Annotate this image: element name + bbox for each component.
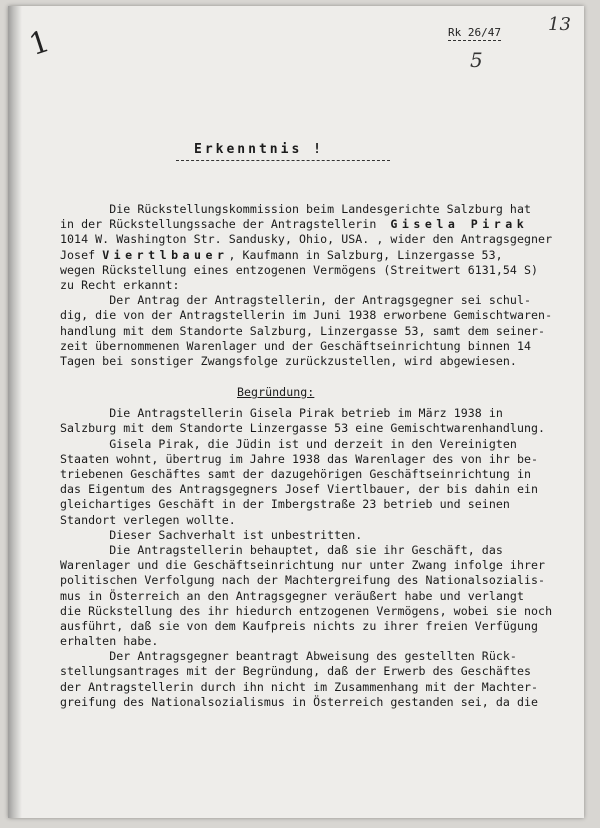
intro-line: wegen Rückstellung eines entzogenen Vermögens (Streitwert 6131,54 S) <box>60 262 539 277</box>
ruling-line: zeit übernommenen Warenlager und der Geschäftseinrichtung binnen 14 <box>60 338 532 353</box>
reasons-heading: Begründung: <box>237 385 315 400</box>
reasons-line: Salzburg mit dem Standorte Linzergasse 53 eine Gemischtwarenhandlung. <box>60 421 546 436</box>
document-body <box>60 202 582 710</box>
ruling-line: Der Antrag der Antragstellerin, der Antragsgegner sei schul- <box>109 293 532 308</box>
reasons-line: ausführt, daß sie von dem Kaufpreis nichts zu ihrer freien Verfügung <box>60 618 539 633</box>
reasons-line: Gisela Pirak, die Jüdin ist und derzeit in den Vereinigten <box>109 436 517 451</box>
reasons-line: mus in Österreich an den Antragsgegner veräußert habe und verlangt <box>60 588 524 603</box>
reasons-line: der Antragstellerin durch ihn nicht im Zusammenhang mit der Machter- <box>60 679 539 694</box>
intro-line: 1014 W. Washington Str. Sandusky, Ohio, USA. , wider den Antragsgegner <box>60 232 553 247</box>
intro-line: zu Recht erkannt: <box>60 277 180 292</box>
reasons-line: Der Antragsgegner beantragt Abweisung des gestellten Rück- <box>109 649 517 664</box>
ruling-line: Tagen bei sonstiger Zwangsfolge zurückzustellen, wird abgewiesen. <box>60 353 517 368</box>
reasons-line: Standort verlegen wollte. <box>60 512 236 527</box>
intro-line: Josef Viertlbauer, Kaufmann in Salzburg, Linzergasse 53, <box>60 247 503 262</box>
reasons-line: politischen Verfolgung nach der Machtergreifung des Nationalsozialis- <box>60 573 546 588</box>
respondent-name: Viertlbauer <box>102 247 229 262</box>
handwritten-sub-number: 5 <box>470 48 483 72</box>
reasons-line: gleichartiges Geschäft in der Imbergstraße 23 betrieb und seinen <box>60 497 510 512</box>
reasons-line: Staaten wohnt, übertrug im Jahre 1938 das Warenlager des von ihr be- <box>60 451 539 466</box>
case-reference: Rk 26/47 <box>448 26 501 39</box>
handwritten-mark: 1 <box>25 23 55 64</box>
intro-line: Die Rückstellungskommission beim Landesgerichte Salzburg hat <box>109 202 532 216</box>
reasons-line: erhalten habe. <box>60 634 159 649</box>
intro-line: in der Rückstellungssache der Antragstellerin Gisela Pirak <box>60 217 529 232</box>
applicant-name: Gisela Pirak <box>390 217 529 232</box>
reasons-line: triebenen Geschäftes samt der dazugehörigen Geschäftseinrichtung in <box>60 467 532 481</box>
reasons-line: Die Antragstellerin Gisela Pirak betrieb im März 1938 in <box>109 406 503 421</box>
reasons-line: Warenlager und die Geschäftseinrichtung nur unter Zwang infolge ihrer <box>60 558 546 573</box>
reasons-line: Dieser Sachverhalt ist unbestritten. <box>109 527 363 542</box>
reasons-line: stellungsantrages mit der Begründung, daß der Erwerb des Geschäftes <box>60 664 532 679</box>
reasons-line: greifung des Nationalsozialismus in Österreich gestanden sei, da die <box>60 694 539 709</box>
title-underline <box>176 160 390 161</box>
scan-edge-shadow <box>8 6 22 818</box>
document-title: Erkenntnis ! <box>194 142 324 157</box>
reasons-line: das Eigentum des Antragsgegners Josef Viertlbauer, der bis dahin ein <box>60 482 539 497</box>
handwritten-page-number: 13 <box>548 14 571 35</box>
ruling-line: dig, die von der Antragstellerin im Juni 1938 erworbene Gemischtwaren- <box>60 308 553 323</box>
reasons-line: Die Antragstellerin behauptet, daß sie ihr Geschäft, das <box>109 542 503 557</box>
ruling-line: handlung mit dem Standorte Salzburg, Linzergasse 53, samt dem seiner- <box>60 323 546 338</box>
document-page <box>8 6 584 818</box>
reasons-line: die Rückstellung des ihr hiedurch entzogenen Vermögens, wobei sie noch <box>60 603 553 618</box>
